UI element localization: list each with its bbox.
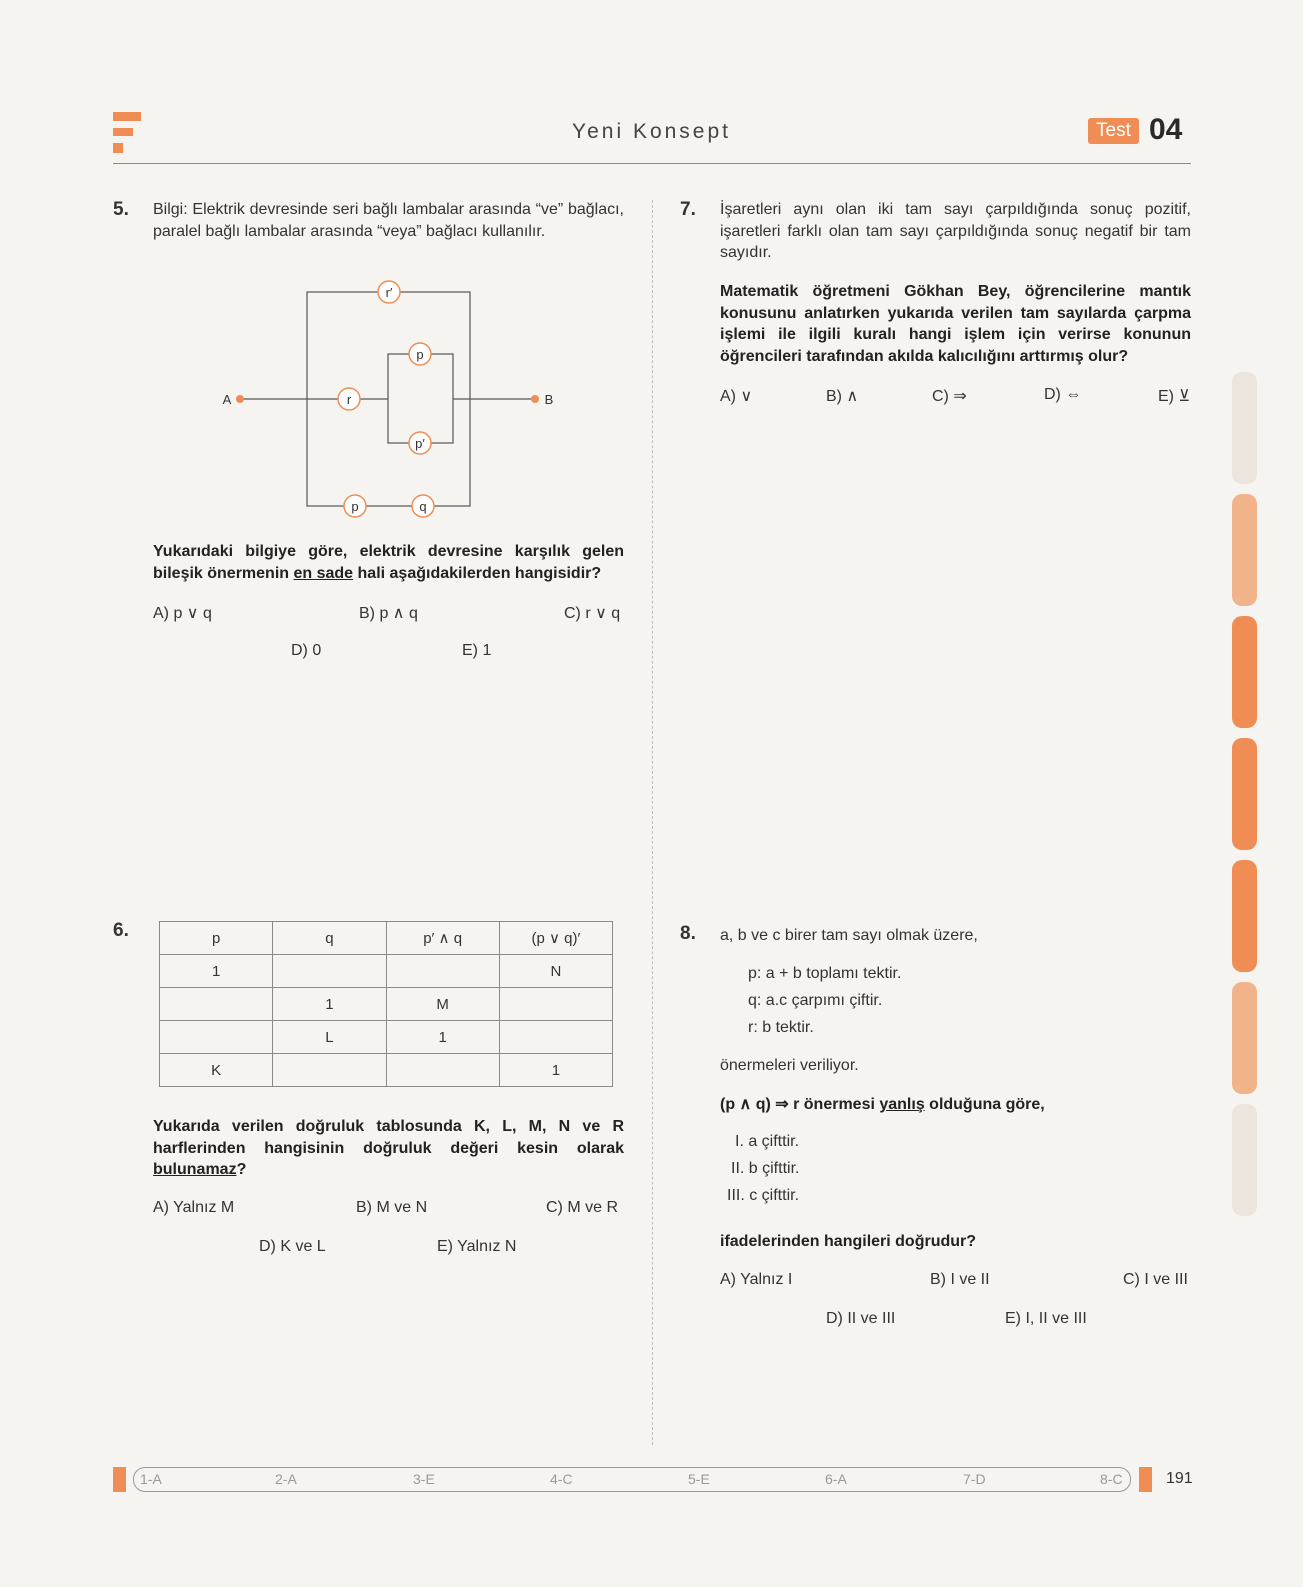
- q7-option-b[interactable]: B) ∧: [826, 388, 859, 405]
- table-row: [160, 955, 613, 988]
- table-row: [160, 1021, 613, 1054]
- q5-option-c[interactable]: C) r ∨ q: [564, 605, 621, 622]
- q5-option-a[interactable]: A) p ∨ q: [153, 605, 212, 622]
- side-tab[interactable]: [1232, 494, 1257, 606]
- question-number-8: 8.: [680, 923, 696, 944]
- side-tab[interactable]: [1232, 860, 1257, 972]
- q5-option-e[interactable]: E) 1: [462, 642, 492, 659]
- column-divider: [652, 200, 653, 1445]
- q8-statement-p: p: a + b toplamı tektir.: [748, 965, 902, 982]
- test-badge: Test: [1088, 118, 1139, 144]
- q8-given: önermeleri veriliyor.: [720, 1057, 859, 1074]
- side-tab[interactable]: [1232, 372, 1257, 484]
- q8-option-b[interactable]: B) I ve II: [930, 1271, 990, 1288]
- answer-key-item: 4-C: [550, 1471, 573, 1487]
- q8-option-d[interactable]: D) II ve III: [826, 1310, 896, 1327]
- q8-option-e[interactable]: E) I, II ve III: [1005, 1310, 1087, 1327]
- table-cell: [160, 988, 273, 1021]
- answer-key-item: 8-C: [1100, 1471, 1123, 1487]
- table-cell: N: [499, 955, 612, 988]
- side-tab[interactable]: [1232, 616, 1257, 728]
- lamp-label: p: [351, 499, 359, 514]
- q8-item-3: III. c çifttir.: [727, 1187, 800, 1204]
- footer-marker: [1139, 1467, 1152, 1492]
- q6-option-d[interactable]: D) K ve L: [259, 1238, 326, 1255]
- table-header: (p ∨ q)′: [499, 922, 612, 955]
- q7-option-a[interactable]: A) ∨: [720, 388, 753, 405]
- q5-info: Bilgi: Elektrik devresinde seri bağlı lambalar arasında “ve” bağlacı, paralel bağlı lambalar arasında “veya” bağlacı kullanılır.: [153, 201, 624, 240]
- table-header-row: [160, 922, 613, 955]
- answer-key-item: 2-A: [275, 1471, 297, 1487]
- lamp-label: p′: [415, 436, 425, 451]
- q5-option-b[interactable]: B) p ∧ q: [359, 605, 418, 622]
- q5-question: Yukarıdaki bilgiye göre, elektrik devresine karşılık gelen bileşik önermenin en sade hali aşağıdakilerden hangisidir?: [153, 543, 624, 582]
- table-cell: 1: [499, 1054, 612, 1087]
- q7-option-d[interactable]: D) ⇔: [1044, 386, 1082, 403]
- q6-option-e[interactable]: E) Yalnız N: [437, 1238, 517, 1255]
- q7-option-c[interactable]: C) ⇒: [932, 388, 967, 405]
- q8-statement-q: q: a.c çarpımı çiftir.: [748, 992, 883, 1009]
- header-divider: [113, 163, 1191, 164]
- lamp-label: q: [419, 499, 427, 514]
- footer-marker: [113, 1467, 126, 1492]
- table-cell: 1: [273, 988, 386, 1021]
- truth-table: [159, 921, 613, 1087]
- table-header: p′ ∧ q: [386, 922, 499, 955]
- question-number-5: 5.: [113, 199, 129, 220]
- answer-key-item: 5-E: [688, 1471, 710, 1487]
- q6-option-a[interactable]: A) Yalnız M: [153, 1199, 235, 1216]
- q7-option-e[interactable]: E) ⊻: [1158, 388, 1191, 405]
- side-tab[interactable]: [1232, 1104, 1257, 1216]
- answer-key-item: 7-D: [963, 1471, 986, 1487]
- lamp-label: p: [416, 347, 424, 362]
- q6-question: Yukarıda verilen doğruluk tablosunda K, L, M, N ve R harflerinden hangisinin doğruluk değeri kesin olarak bulunamaz?: [153, 1118, 624, 1178]
- table-cell: 1: [386, 1021, 499, 1054]
- q8-question: ifadelerinden hangileri doğrudur?: [720, 1233, 977, 1250]
- circuit-diagram: [215, 278, 565, 523]
- q8-condition: (p ∧ q) ⇒ r önermesi yanlış olduğuna göre,: [720, 1096, 1045, 1113]
- q6-option-c[interactable]: C) M ve R: [546, 1199, 618, 1216]
- table-cell: [386, 955, 499, 988]
- table-cell: [386, 1054, 499, 1087]
- lamp-label: r: [346, 392, 352, 407]
- side-tab[interactable]: [1232, 982, 1257, 1094]
- table-cell: [160, 1021, 273, 1054]
- node-b-label: B: [544, 392, 554, 407]
- q7-info: İşaretleri aynı olan iki tam sayı çarpıldığında sonuç pozitif, işaretleri farklı olan tam sayı çarpıldığında sonuç negatif bir tam sayıdır.: [720, 201, 1191, 261]
- question-number-6: 6.: [113, 920, 129, 941]
- lamp-label: r′: [385, 285, 393, 300]
- answer-key-item: 3-E: [413, 1471, 435, 1487]
- answer-key-item: 1-A: [140, 1471, 162, 1487]
- page-number: 191: [1166, 1470, 1193, 1487]
- q6-option-b[interactable]: B) M ve N: [356, 1199, 428, 1216]
- table-cell: 1: [160, 955, 273, 988]
- logo-mark: [113, 143, 123, 153]
- table-header: q: [273, 922, 386, 955]
- answer-key-item: 6-A: [825, 1471, 847, 1487]
- question-number-7: 7.: [680, 199, 696, 220]
- table-header: p: [160, 922, 273, 955]
- q8-intro: a, b ve c birer tam sayı olmak üzere,: [720, 927, 978, 944]
- q8-item-1: I. a çifttir.: [735, 1133, 800, 1150]
- table-cell: [273, 955, 386, 988]
- q8-item-2: II. b çifttir.: [731, 1160, 800, 1177]
- test-number: 04: [1149, 113, 1183, 146]
- q7-question: Matematik öğretmeni Gökhan Bey, öğrencilerine mantık konusunu anlatırken yukarıda verilen tam sayılarda çarpma işlemi ile ilgili kuralı hangi işlem için verirse konunun öğrencileri tarafından akılda kalıcılığını arttırmış olur?: [720, 283, 1191, 365]
- table-cell: K: [160, 1054, 273, 1087]
- node-a-label: A: [222, 392, 232, 407]
- table-cell: [499, 1021, 612, 1054]
- table-cell: [499, 988, 612, 1021]
- table-cell: M: [386, 988, 499, 1021]
- q8-option-c[interactable]: C) I ve III: [1123, 1271, 1188, 1288]
- table-row: [160, 1054, 613, 1087]
- table-row: [160, 988, 613, 1021]
- side-tab[interactable]: [1232, 738, 1257, 850]
- table-cell: L: [273, 1021, 386, 1054]
- q8-statement-r: r: b tektir.: [748, 1019, 814, 1036]
- table-cell: [273, 1054, 386, 1087]
- q5-option-d[interactable]: D) 0: [291, 642, 322, 659]
- q8-option-a[interactable]: A) Yalnız I: [720, 1271, 793, 1288]
- header-title: Yeni Konsept: [572, 120, 731, 143]
